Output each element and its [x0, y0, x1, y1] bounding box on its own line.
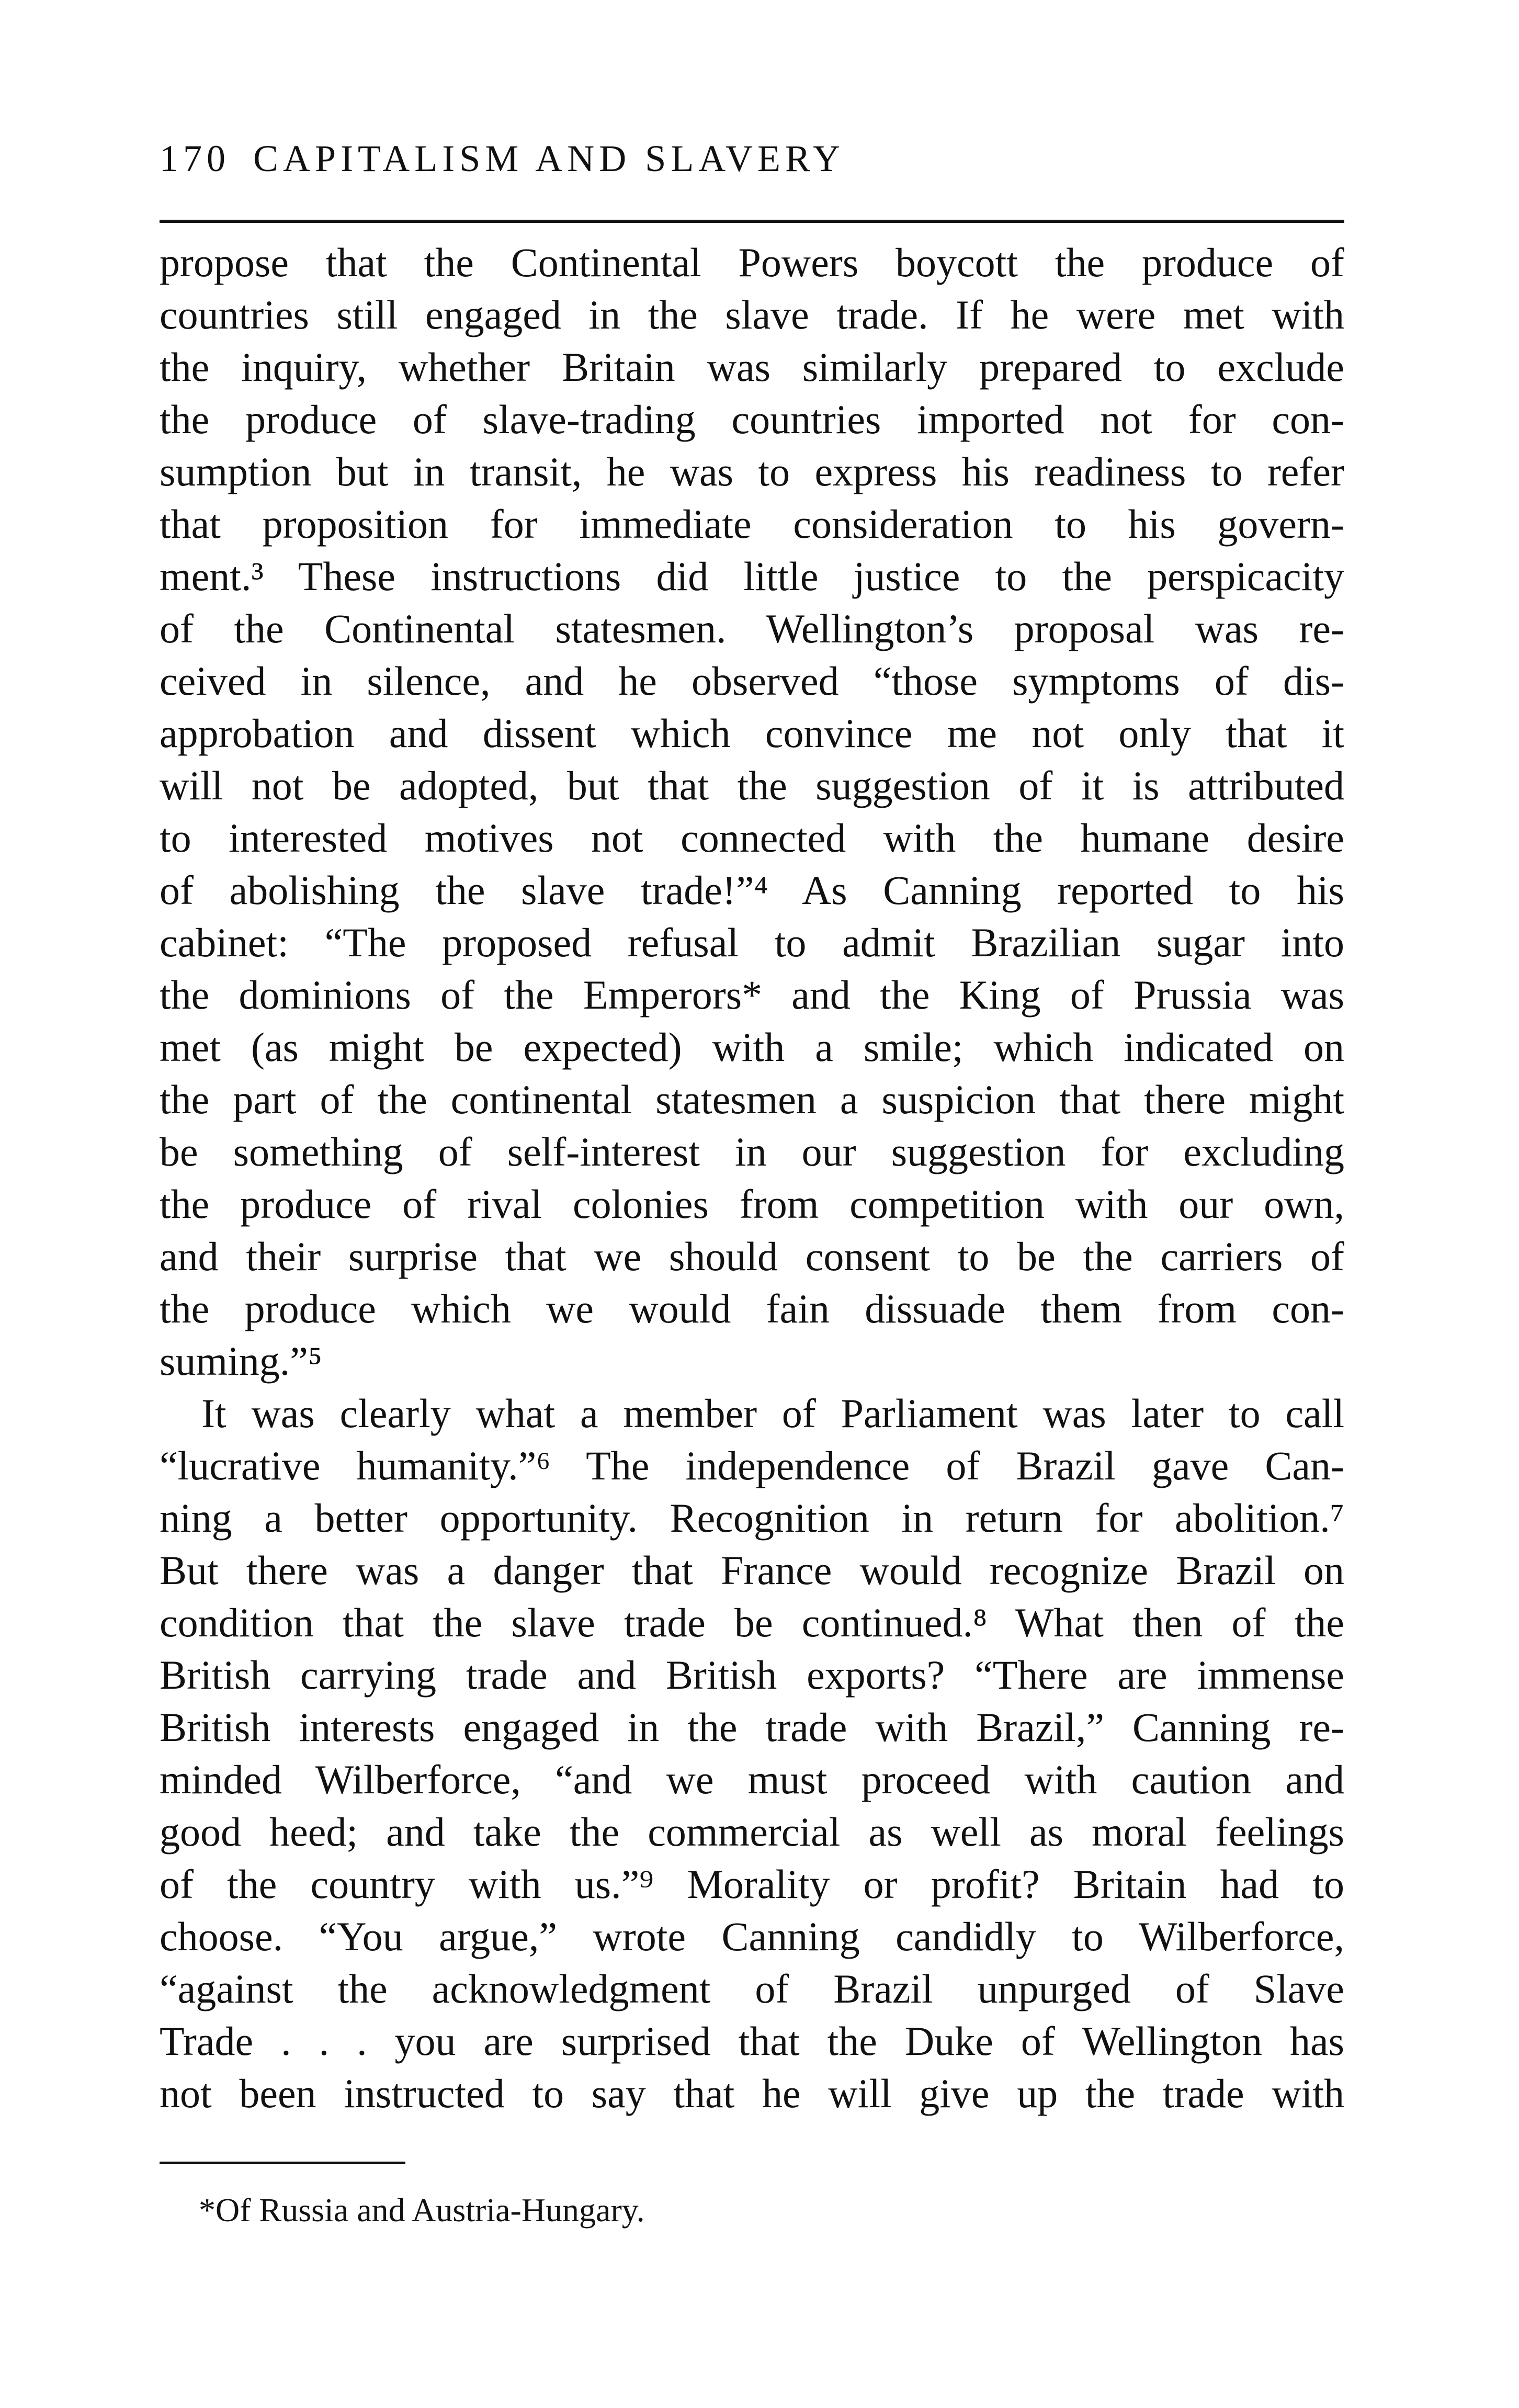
text-line: not been instructed to say that he will give up the trade with	[160, 2071, 1344, 2116]
text-line: countries still engaged in the slave trade. If he were met with	[160, 292, 1344, 337]
text-line: good heed; and take the commercial as well as moral feelings	[160, 1809, 1344, 1855]
text-line: of the country with us.”⁹ Morality or profit? Britain had to	[160, 1861, 1344, 1907]
text-line: ceived in silence, and he observed “those symptoms of dis-	[160, 658, 1344, 704]
header-rule	[160, 220, 1344, 223]
text-line: “lucrative humanity.”⁶ The independence of Brazil gave Can-	[160, 1443, 1344, 1488]
text-line: ment.³ These instructions did little justice to the perspicacity	[160, 553, 1344, 599]
text-line: British carrying trade and British exports? “There are immense	[160, 1652, 1344, 1698]
text-line: and their surprise that we should consent to be the carriers of	[160, 1234, 1344, 1279]
text-line: approbation and dissent which convince me not only that it	[160, 710, 1344, 756]
text-line: British interests engaged in the trade with Brazil,” Canning re-	[160, 1704, 1344, 1750]
running-header	[160, 137, 1344, 195]
footnote: *Of Russia and Austria-Hungary.	[199, 2191, 645, 2229]
text-line: propose that the Continental Powers boycott the produce of	[160, 240, 1344, 285]
text-line: the produce of slave-trading countries imported not for con-	[160, 397, 1344, 442]
text-line: Trade . . . you are surprised that the Duke of Wellington has	[160, 2018, 1344, 2064]
text-line-paragraph-end: suming.”⁵	[160, 1338, 323, 1384]
text-line: choose. “You argue,” wrote Canning candidly to Wilberforce,	[160, 1914, 1344, 1959]
text-line: cabinet: “The proposed refusal to admit Brazilian sugar into	[160, 920, 1344, 965]
text-line: to interested motives not connected with the humane desire	[160, 815, 1344, 861]
text-line-paragraph-start: It was clearly what a member of Parliament was later to call	[201, 1390, 1344, 1436]
text-line: that proposition for immediate consideration to his govern-	[160, 501, 1344, 547]
text-line: the part of the continental statesmen a suspicion that there might	[160, 1077, 1344, 1122]
text-line: be something of self-interest in our suggestion for excluding	[160, 1129, 1344, 1174]
running-title: CAPITALISM AND SLAVERY	[253, 138, 845, 179]
text-line: condition that the slave trade be continued.⁸ What then of the	[160, 1600, 1344, 1645]
text-line: of abolishing the slave trade!”⁴ As Canning reported to his	[160, 867, 1344, 913]
text-line: ning a better opportunity. Recognition in return for abolition.⁷	[160, 1495, 1344, 1541]
text-line: minded Wilberforce, “and we must proceed with caution and	[160, 1757, 1344, 1802]
text-line: the produce which we would fain dissuade them from con-	[160, 1286, 1344, 1331]
text-line: met (as might be expected) with a smile; which indicated on	[160, 1024, 1344, 1070]
body-text	[160, 236, 1344, 2120]
text-line: of the Continental statesmen. Wellington’s proposal was re-	[160, 606, 1344, 651]
text-line: But there was a danger that France would recognize Brazil on	[160, 1547, 1344, 1593]
text-line: the produce of rival colonies from competition with our own,	[160, 1181, 1344, 1227]
text-line: “against the acknowledgment of Brazil unpurged of Slave	[160, 1966, 1344, 2011]
page-number: 170	[160, 138, 230, 179]
text-line: the dominions of the Emperors* and the King of Prussia was	[160, 972, 1344, 1018]
footnote-rule	[160, 2162, 405, 2164]
text-line: will not be adopted, but that the suggestion of it is attributed	[160, 763, 1344, 808]
text-line: sumption but in transit, he was to express his readiness to refer	[160, 449, 1344, 494]
text-line: the inquiry, whether Britain was similarly prepared to exclude	[160, 344, 1344, 390]
